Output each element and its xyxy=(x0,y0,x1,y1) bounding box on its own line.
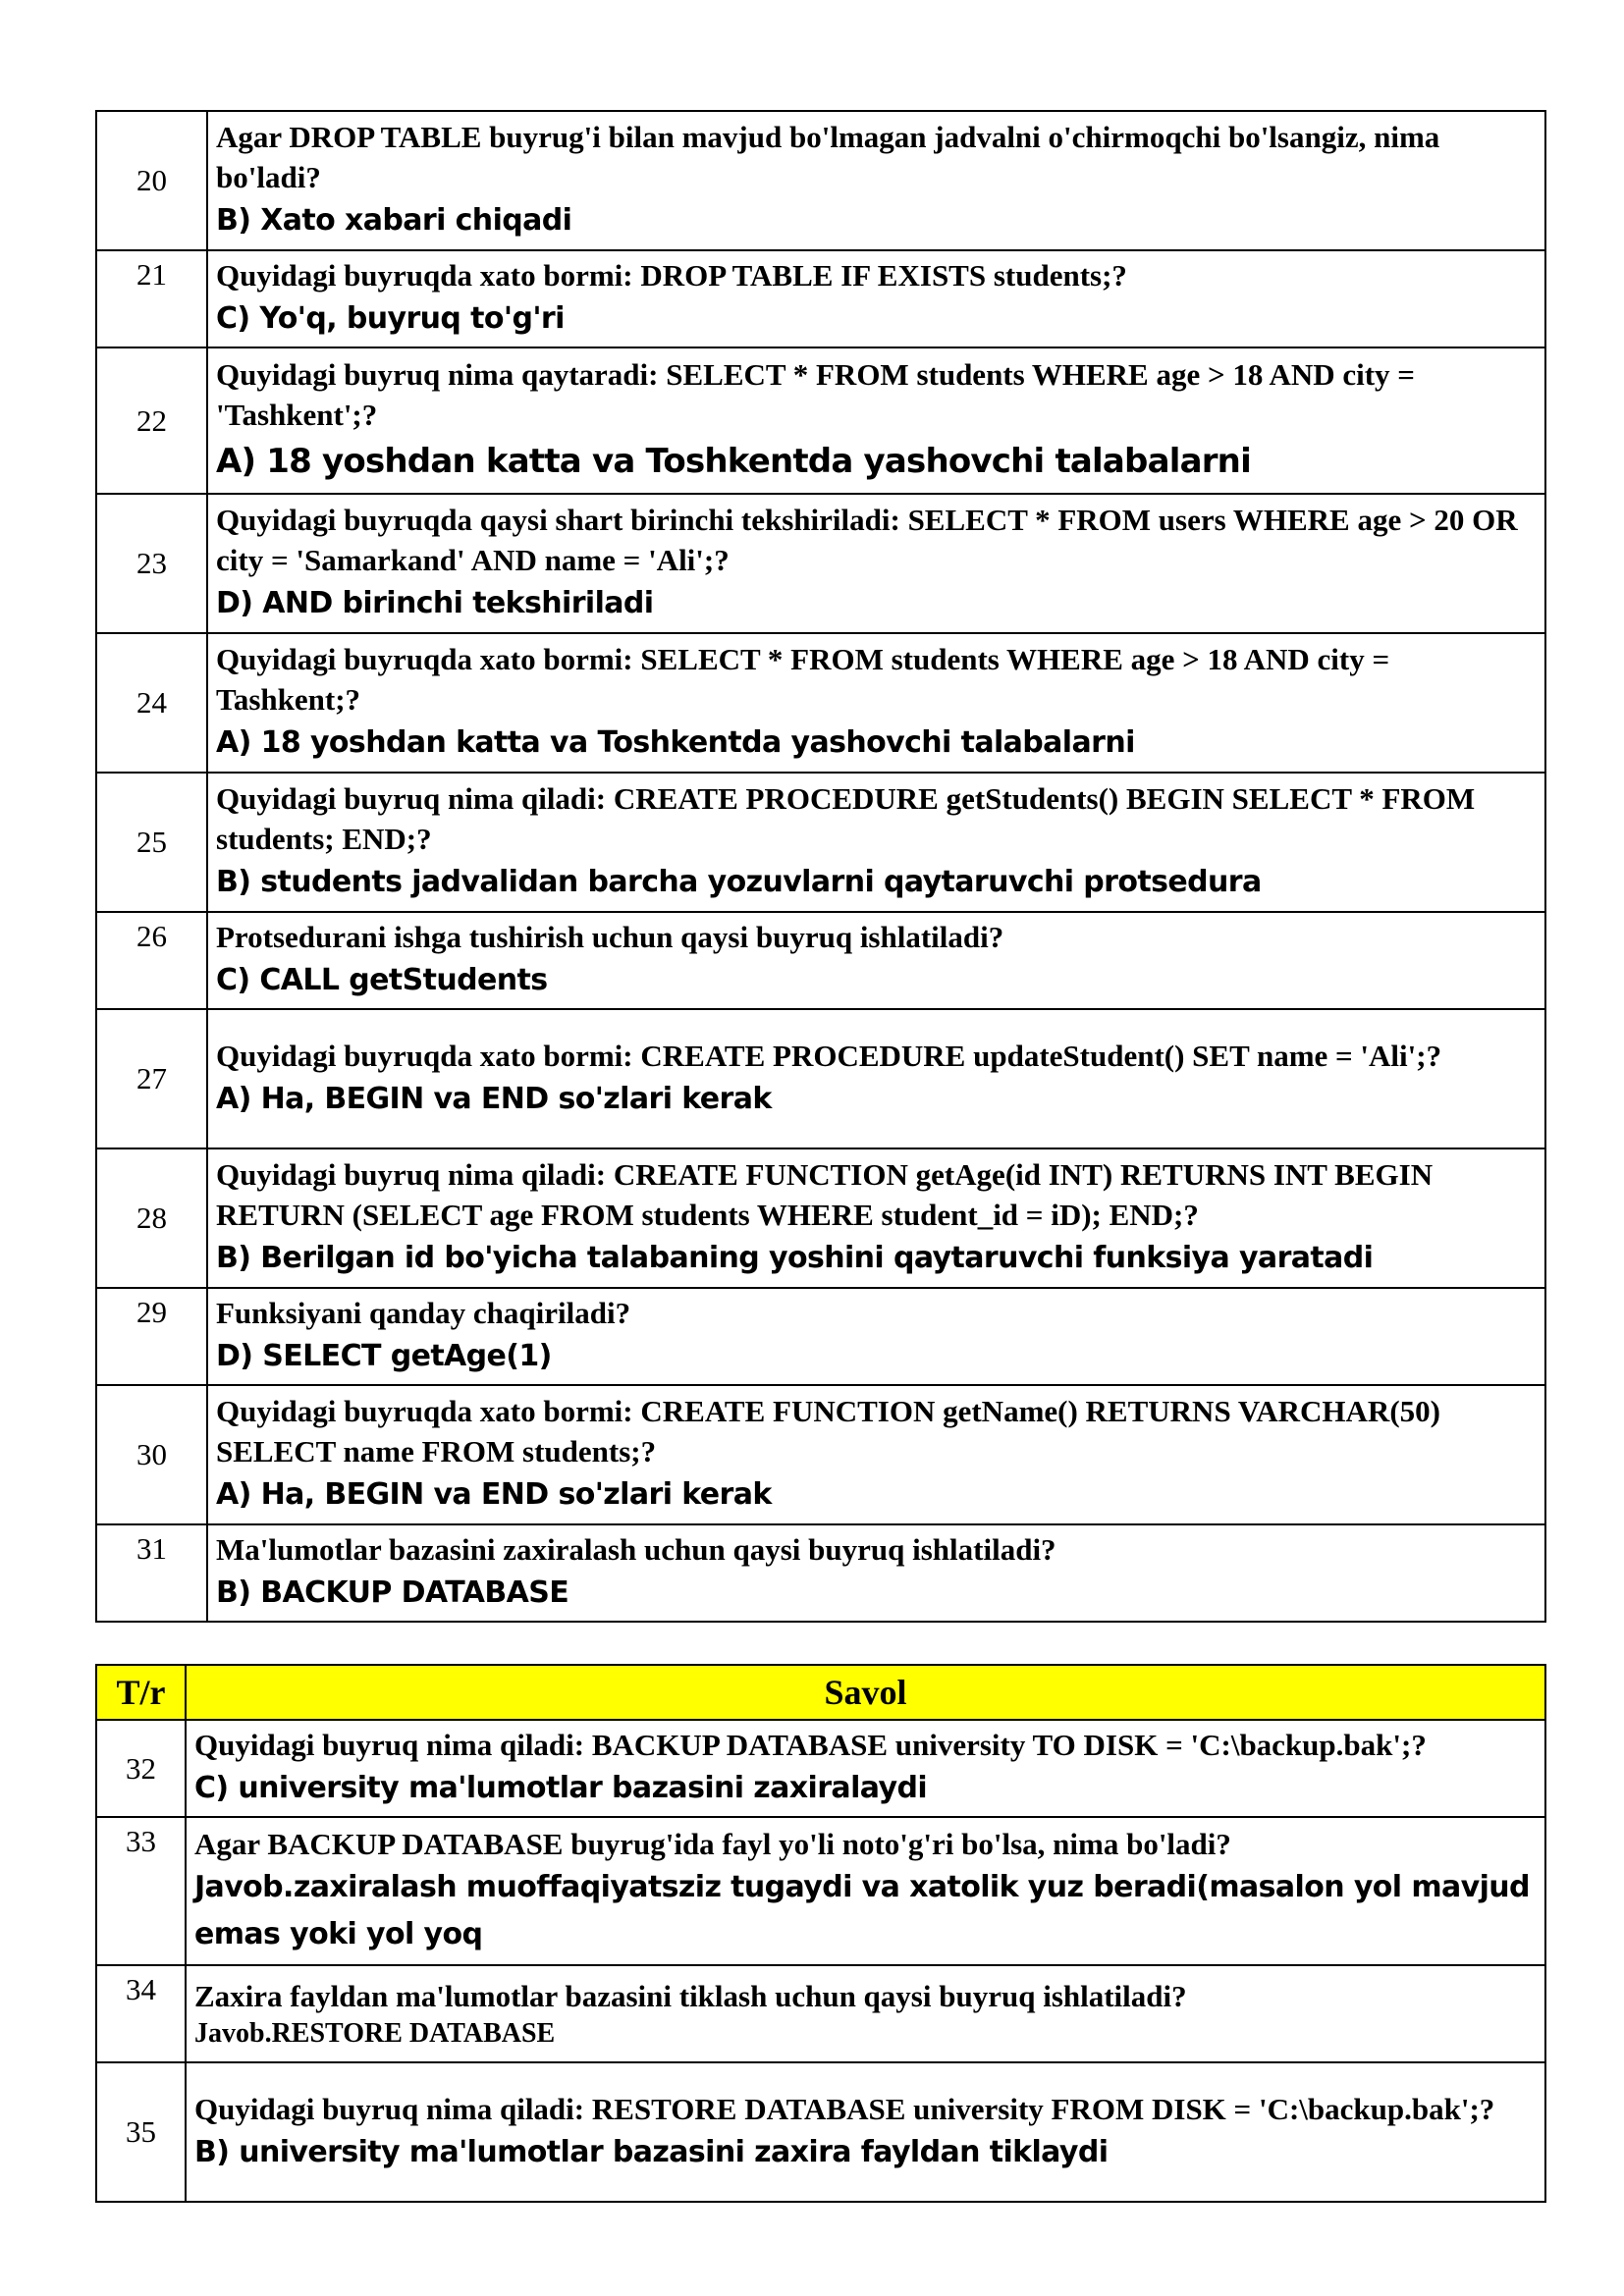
row-content xyxy=(207,1524,1545,1622)
table-row xyxy=(96,1385,1545,1524)
table-row xyxy=(96,1009,1545,1148)
row-number: 23 xyxy=(96,494,207,633)
row-number: 22 xyxy=(96,347,207,494)
row-content xyxy=(207,773,1545,912)
question-text: Ma'lumotlar bazasini zaxiralash uchun qaysi buyruq ishlatiladi? xyxy=(216,1532,1056,1567)
answer-text: D) SELECT getAge(1) xyxy=(216,1339,552,1373)
row-content xyxy=(186,1965,1545,2062)
row-number: 28 xyxy=(96,1148,207,1288)
question-text: Zaxira fayldan ma'lumotlar bazasini tiklash uchun qaysi buyruq ishlatiladi? xyxy=(194,1979,1187,2013)
row-number: 35 xyxy=(96,2062,186,2202)
row-number: 32 xyxy=(96,1720,186,1817)
row-number: 29 xyxy=(96,1288,207,1385)
question-text: Quyidagi buyruqda xato bormi: CREATE PROCEDURE updateStudent() SET name = 'Ali';? xyxy=(216,1038,1442,1073)
question-text: Quyidagi buyruqda xato bormi: DROP TABLE IF EXISTS students;? xyxy=(216,258,1127,293)
row-content xyxy=(186,1817,1545,1965)
answer-text: A) Ha, BEGIN va END so'zlari kerak xyxy=(216,1477,772,1512)
row-number: 34 xyxy=(96,1965,186,2062)
question-text: Quyidagi buyruq nima qiladi: BACKUP DATABASE university TO DISK = 'C:\backup.bak';? xyxy=(194,1728,1427,1762)
table-row xyxy=(96,347,1545,494)
questions-table-1 xyxy=(95,110,1546,1623)
table-row xyxy=(96,1524,1545,1622)
table-row xyxy=(96,250,1545,347)
row-content xyxy=(207,1148,1545,1288)
answer-text: B) Berilgan id bo'yicha talabaning yoshini qaytaruvchi funksiya yaratadi xyxy=(216,1241,1374,1275)
answer-text: B) students jadvalidan barcha yozuvlarni qaytaruvchi protsedura xyxy=(216,865,1262,899)
answer-text: C) CALL getStudents xyxy=(216,963,548,997)
question-text: Agar DROP TABLE buyrug'i bilan mavjud bo'lmagan jadvalni o'chirmoqchi bo'lsangiz, nima bo'ladi? xyxy=(216,120,1440,194)
question-text: Quyidagi buyruqda qaysi shart birinchi tekshiriladi: SELECT * FROM users WHERE age > 20 OR city = 'Samarkand' AND name = 'Ali';? xyxy=(216,503,1518,577)
answer-text: Javob.RESTORE DATABASE xyxy=(194,2018,556,2049)
answer-text: C) Yo'q, buyruq to'g'ri xyxy=(216,301,565,336)
row-number: 25 xyxy=(96,773,207,912)
answer-text: B) university ma'lumotlar bazasini zaxira fayldan tiklaydi xyxy=(194,2134,1109,2169)
table-row xyxy=(96,1720,1545,1817)
answer-text: Javob.zaxiralash muoffaqiyatsziz tugaydi va xatolik yuz beradi(masalon yol mavjud emas yoki yol yoq xyxy=(194,1870,1530,1951)
row-content xyxy=(207,912,1545,1009)
row-content xyxy=(186,1720,1545,1817)
row-content xyxy=(207,250,1545,347)
row-content xyxy=(207,633,1545,773)
question-text: Quyidagi buyruqda xato bormi: SELECT * FROM students WHERE age > 18 AND city = Tashkent;? xyxy=(216,642,1390,717)
row-content xyxy=(186,2062,1545,2202)
row-number: 20 xyxy=(96,111,207,250)
row-number: 24 xyxy=(96,633,207,773)
table-row xyxy=(96,1965,1545,2062)
row-content xyxy=(207,111,1545,250)
answer-text: A) 18 yoshdan katta va Toshkentda yashovchi talabalarni xyxy=(216,441,1251,481)
question-text: Protsedurani ishga tushirish uchun qaysi buyruq ishlatiladi? xyxy=(216,920,1004,954)
row-number: 30 xyxy=(96,1385,207,1524)
row-number: 33 xyxy=(96,1817,186,1965)
answer-text: B) Xato xabari chiqadi xyxy=(216,203,572,238)
table-row xyxy=(96,773,1545,912)
answer-text: A) Ha, BEGIN va END so'zlari kerak xyxy=(216,1081,772,1116)
table-row xyxy=(96,111,1545,250)
question-text: Funksiyani qanday chaqiriladi? xyxy=(216,1296,631,1330)
answer-text: C) university ma'lumotlar bazasini zaxiralaydi xyxy=(194,1771,927,1805)
table-row xyxy=(96,494,1545,633)
table-row xyxy=(96,1148,1545,1288)
table-row xyxy=(96,2062,1545,2202)
table-row xyxy=(96,912,1545,1009)
question-text: Quyidagi buyruq nima qiladi: CREATE FUNCTION getAge(id INT) RETURNS INT BEGIN RETURN (SELECT age FROM students WHERE student_id = iD); END;? xyxy=(216,1157,1434,1232)
question-text: Agar BACKUP DATABASE buyrug'ida fayl yo'li noto'g'ri bo'lsa, nima bo'ladi? xyxy=(194,1827,1231,1861)
questions-table-2 xyxy=(95,1664,1546,2203)
row-content xyxy=(207,1288,1545,1385)
row-content xyxy=(207,347,1545,494)
table-row xyxy=(96,1817,1545,1965)
header-number: T/r xyxy=(96,1665,186,1720)
row-number: 21 xyxy=(96,250,207,347)
table-header-row xyxy=(96,1665,1545,1720)
row-content xyxy=(207,494,1545,633)
question-text: Quyidagi buyruq nima qiladi: CREATE PROCEDURE getStudents() BEGIN SELECT * FROM students; END;? xyxy=(216,781,1476,856)
question-text: Quyidagi buyruq nima qaytaradi: SELECT * FROM students WHERE age > 18 AND city = 'Tashkent';? xyxy=(216,356,1415,432)
question-text: Quyidagi buyruq nima qiladi: RESTORE DATABASE university FROM DISK = 'C:\backup.bak';? xyxy=(194,2091,1495,2126)
row-content xyxy=(207,1009,1545,1148)
table-row xyxy=(96,1288,1545,1385)
table-row xyxy=(96,633,1545,773)
answer-text: D) AND birinchi tekshiriladi xyxy=(216,586,654,620)
answer-text: A) 18 yoshdan katta va Toshkentda yashovchi talabalarni xyxy=(216,725,1135,760)
row-number: 27 xyxy=(96,1009,207,1148)
row-content xyxy=(207,1385,1545,1524)
row-number: 31 xyxy=(96,1524,207,1622)
row-number: 26 xyxy=(96,912,207,1009)
answer-text: B) BACKUP DATABASE xyxy=(216,1575,569,1610)
header-question: Savol xyxy=(186,1665,1545,1720)
question-text: Quyidagi buyruqda xato bormi: CREATE FUNCTION getName() RETURNS VARCHAR(50) SELECT name FROM students;? xyxy=(216,1394,1440,1468)
